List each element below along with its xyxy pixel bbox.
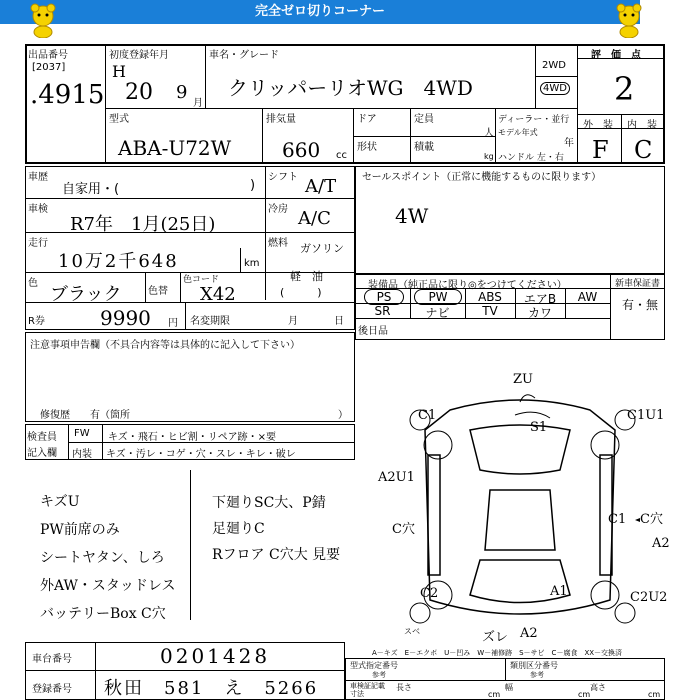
fw-label: FW — [74, 428, 90, 439]
lot-label: 出品番号 — [28, 50, 68, 61]
type-number-label: 型式指定番号 — [350, 661, 398, 670]
color-code-label: 色コード — [183, 275, 220, 285]
damage-mark: C穴 — [640, 512, 663, 527]
cc-unit: cc — [336, 150, 347, 161]
ext-grade: F — [592, 136, 609, 164]
shape-label: 形状 — [357, 142, 377, 153]
model-year-unit: 年 — [564, 138, 574, 149]
reg-date-label: 初度登録年月 — [109, 50, 169, 61]
chassis-value: 0201428 — [160, 644, 271, 668]
car-name-label: 車名・グレード — [209, 50, 279, 61]
warranty-value: 有・無 — [622, 298, 659, 312]
notes-label: 注意事項申告欄（不具合内容等は具体的に記入して下さい） — [30, 340, 300, 351]
seats-unit: 人 — [484, 128, 494, 139]
cc-label: 排気量 — [266, 114, 296, 125]
reg-year: 20 — [125, 80, 153, 105]
inspector-label: 検査員 — [27, 432, 57, 443]
remarks-right — [212, 490, 340, 568]
lot-small: [2037] — [32, 62, 66, 73]
bear-mascot-icon — [28, 2, 58, 38]
equip-tv: TV — [482, 304, 498, 318]
drive-4wd-circled: 4WD — [540, 82, 570, 95]
width-label: 幅 — [505, 683, 513, 692]
remark-item: 足廻りC — [212, 521, 265, 537]
height-label: 高さ — [590, 683, 606, 692]
eval-label: 評 価 点 — [591, 50, 641, 61]
damage-mark: C1 — [608, 512, 627, 527]
color-value: ブラック — [50, 284, 122, 305]
damage-mark: C1U1 — [627, 408, 665, 423]
model-value: ABA-U72W — [118, 136, 232, 160]
shift-label: シフト — [268, 172, 298, 183]
shift-value: A/T — [305, 176, 337, 197]
history-label: 車歴 — [28, 172, 48, 183]
ext-label: 外 装 — [583, 120, 613, 131]
remarks-left — [40, 488, 176, 628]
model-year-label: モデル年式 — [498, 128, 538, 137]
remark-item: シートヤタン、しろ — [40, 550, 165, 566]
ac-value: A/C — [298, 208, 331, 229]
fuel-gas: ガソリン — [300, 242, 344, 255]
damage-mark: ZU — [513, 372, 533, 387]
color-label: 色 — [28, 278, 38, 289]
remark-item: 外AW・スタッドレス — [40, 578, 176, 594]
fuel-diesel: 軽 油 — [290, 270, 323, 283]
lot-number: .4915 — [30, 80, 105, 110]
name-change-month: 月 — [288, 316, 298, 327]
dimensions-label: 車検証記載寸法 — [350, 682, 385, 698]
sales-point-label: セールスポイント（正常に機能するものに限ります） — [362, 172, 602, 183]
drive-2wd: 2WD — [542, 60, 566, 71]
equip-airbag: エアB — [523, 292, 557, 306]
color-change-label: 色替 — [148, 286, 168, 297]
load-unit: kg — [484, 152, 494, 161]
class-number-label: 類別区分番号 — [510, 661, 558, 670]
bear-mascot-icon — [614, 2, 644, 38]
mileage-unit: km — [244, 258, 260, 269]
reg-era: H — [112, 62, 126, 81]
damage-mark: A2 — [520, 626, 538, 641]
mileage-label: 走行 — [28, 238, 48, 249]
recycle-value: 9990 — [100, 306, 151, 330]
banner-title: 完全ゼロ切りコーナー — [254, 4, 385, 19]
damage-mark: A2 — [652, 536, 670, 551]
recycle-unit: 円 — [168, 318, 178, 329]
equipment-label: 装備品（純正品に限り◎をつけてください） — [368, 280, 567, 291]
int-items: キズ・汚レ・コゲ・穴・スレ・キレ・破レ — [106, 449, 296, 460]
class-number-sub: 参考 — [530, 671, 544, 679]
damage-mark: ズレ — [482, 630, 509, 645]
equip-sr: SR — [374, 304, 391, 318]
damage-mark: C穴 — [392, 522, 415, 537]
damage-mark: A2U1 — [378, 470, 415, 485]
int-label: 内 装 — [627, 120, 657, 131]
remark-item: 下廻りSC大、P錆 — [212, 495, 326, 511]
registration-value: 秋田 581 え 5266 — [104, 678, 319, 699]
ac-label: 冷房 — [268, 204, 288, 215]
remark-item: バッテリーBox C穴 — [40, 606, 166, 622]
seats-label: 定員 — [414, 114, 434, 125]
history-close: ) — [250, 178, 256, 193]
name-change-label: 名変期限 — [190, 316, 230, 327]
int-grade: C — [634, 136, 653, 164]
damage-mark: A1 — [550, 584, 568, 599]
length-unit: cm — [488, 690, 501, 699]
equip-aw: AW — [577, 290, 598, 304]
handle-label: ハンドル 左・右 — [498, 153, 564, 163]
repair-close: ） — [338, 410, 348, 421]
damage-mark: C2U2 — [630, 590, 668, 605]
reg-month-unit: 月 — [193, 98, 203, 109]
remark-item: Rフロア C穴大 見要 — [212, 547, 341, 563]
model-label: 型式 — [109, 114, 129, 125]
rear-items-label: 後日品 — [358, 326, 388, 337]
reg-month: 9 — [176, 82, 188, 103]
damage-mark: スベ — [404, 627, 420, 636]
cc-value: 660 — [282, 138, 321, 162]
fuel-other: ( ) — [280, 286, 322, 299]
registration-label: 登録番号 — [32, 684, 72, 695]
warranty-label: 新車保証書 — [615, 279, 661, 289]
eval-score: 2 — [614, 70, 635, 108]
type-number-sub: 参考 — [372, 671, 386, 679]
inspection-value: R7年 1月(25日) — [70, 214, 216, 235]
int-label-row: 内装 — [72, 449, 92, 460]
recycle-label: R券 — [28, 316, 45, 327]
damage-mark: S1 — [530, 420, 548, 435]
equip-ps: PS — [364, 289, 404, 305]
equip-abs: ABS — [478, 290, 502, 304]
load-label: 積載 — [414, 142, 434, 153]
fuel-label: 燃料 — [268, 238, 288, 249]
color-code-value: X42 — [200, 284, 236, 305]
equip-navi: ナビ — [425, 306, 450, 320]
inspection-label: 車検 — [28, 204, 48, 215]
history-value: 自家用・( — [62, 182, 120, 197]
mileage-value: 10万2千648 — [58, 251, 179, 272]
length-label: 長さ — [396, 683, 412, 692]
width-unit: cm — [578, 690, 591, 699]
damage-mark: C1 — [418, 408, 437, 423]
chassis-label: 車台番号 — [32, 654, 72, 665]
fw-items: キズ・飛石・ヒビ割・リペア跡・×要 — [108, 432, 276, 443]
height-unit: cm — [648, 690, 661, 699]
car-name-value: クリッパーリオWG 4WD — [228, 76, 473, 100]
name-change-day: 日 — [334, 316, 344, 327]
equip-leather: カワ — [527, 306, 552, 320]
damage-mark: C2 — [420, 586, 439, 601]
repair-history: 修復歴 有（箇所 — [40, 410, 130, 421]
page-banner — [0, 0, 640, 24]
remark-item: キズU — [40, 494, 80, 510]
entry-label: 記入欄 — [27, 448, 57, 459]
sales-point-value: 4W — [395, 204, 429, 228]
remark-item: PW前席のみ — [40, 522, 120, 538]
door-label: ドア — [357, 114, 377, 125]
damage-legend: A－キズ E－エクボ U－凹み W－補修跡 S－サビ C－腐食 XX－交換済 — [372, 649, 623, 657]
dealer-label: ディーラー・並行 — [498, 115, 570, 125]
equip-pw: PW — [414, 289, 462, 305]
